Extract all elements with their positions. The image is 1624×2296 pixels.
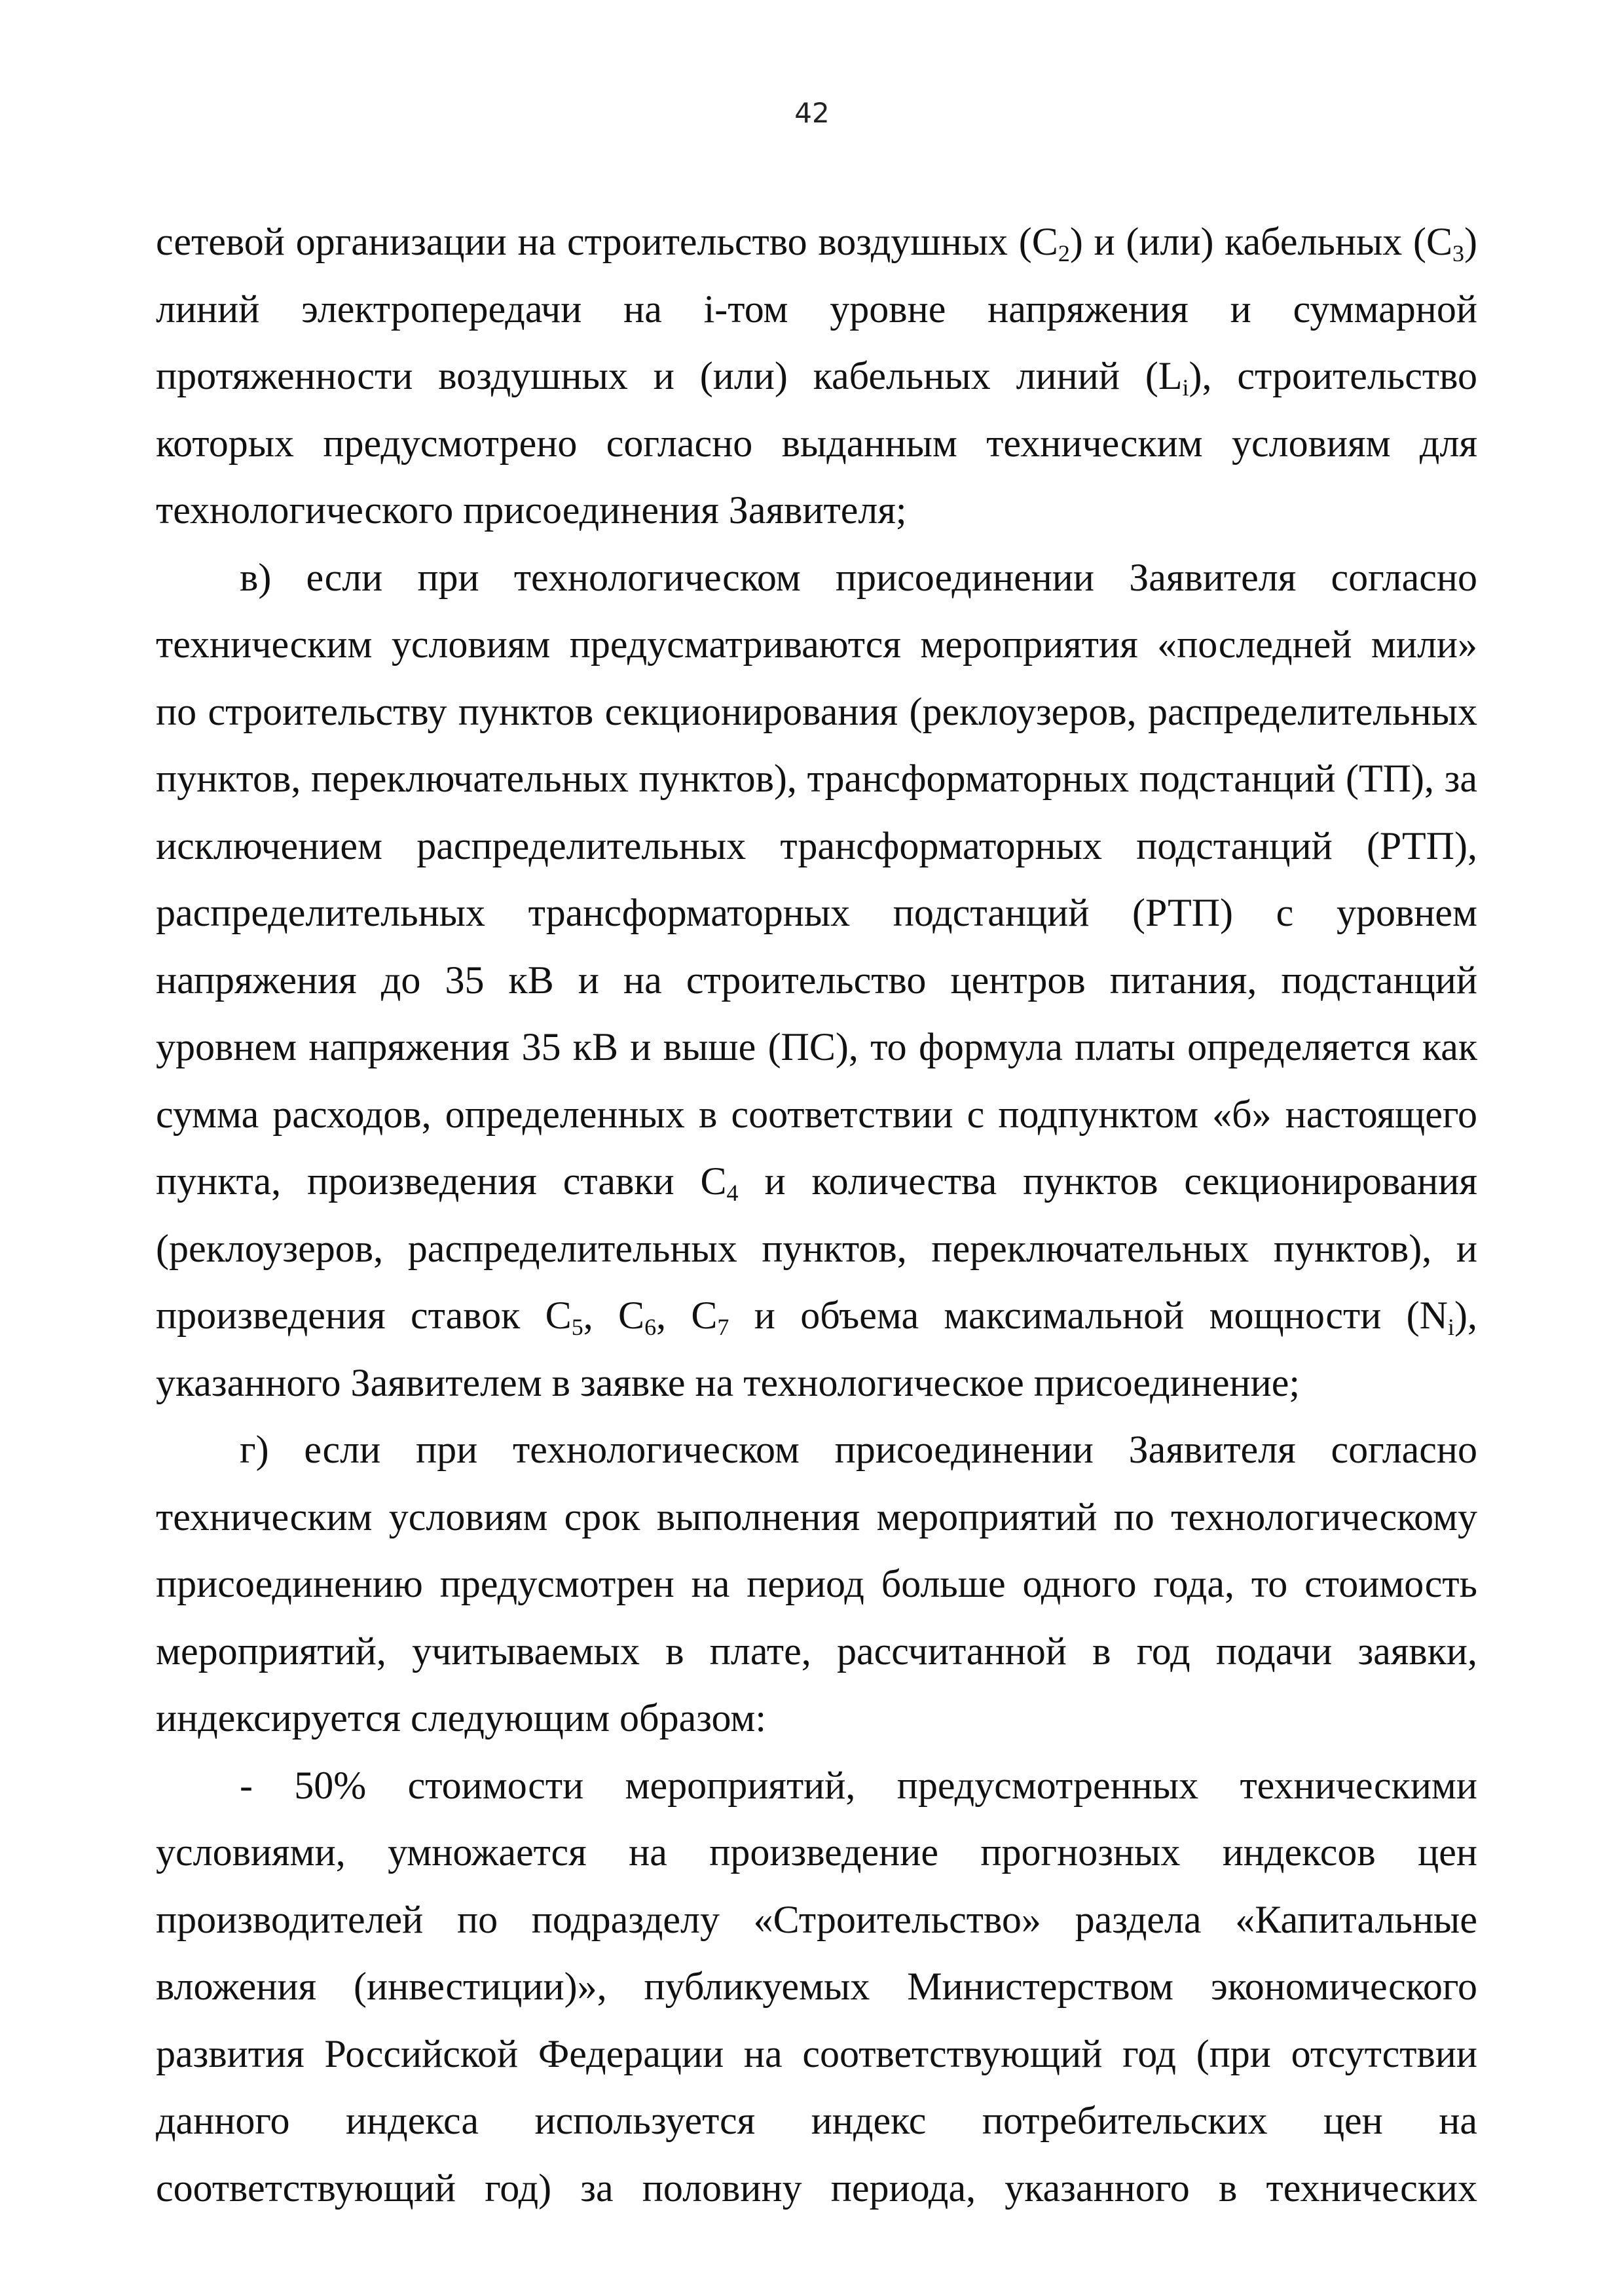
subscript-index: 4 — [726, 1180, 739, 1207]
text-run: и количества пунктов секционирования (реклоузеров, распределительных пунктов, переключательных пунктов), и произведения ставок C — [156, 1159, 1478, 1337]
document-body — [156, 208, 1477, 2221]
text-run: ), строительство которых предусмотрено согласно выданным техническим условиям для технологического присоединения Заявителя; — [156, 354, 1477, 532]
subscript-index: 3 — [1452, 240, 1465, 267]
subscript-index: 6 — [644, 1314, 657, 1341]
subscript-index: i — [1447, 1314, 1454, 1341]
page-number: 42 — [794, 97, 830, 129]
paragraph-bullet-50-percent — [156, 1752, 1477, 2222]
subscript-index: i — [1182, 374, 1189, 401]
text-run: и объема максимальной мощности (N — [729, 1294, 1448, 1337]
text-run: ), указанного Заявителем в заявке на технологическое присоединение; — [156, 1294, 1477, 1404]
text-run: г) если при технологическом присоединении Заявителя согласно техническим условиям срок выполнения мероприятий по технологическому присоединению предусмотрен на период больше одного года, то стоимость мероприятий, учитываемых в плате, рассчитанной в год подачи заявки, индексируется следующим образом: — [156, 1428, 1477, 1740]
paragraph-continuation — [156, 208, 1477, 544]
text-run: в) если при технологическом присоединении Заявителя согласно техническим условиям предусматриваются мероприятия «последней мили» по строительству пунктов секционирования (реклоузеров, распределительных пунктов, переключательных пунктов), трансформаторных подстанций (ТП), за исключением распределительных трансформаторных подстанций (РТП), распределительных трансформаторных подстанций (РТП) с уровнем напряжения до 35 кВ и на строительство центров питания, подстанций уровнем напряжения 35 кВ и выше (ПС), то формула платы определяется как сумма расходов, определенных в соответствии с подпунктом «б» настоящего пункта, произведения ставки C — [156, 555, 1477, 1203]
subscript-index: 7 — [717, 1314, 729, 1341]
text-run: - 50% стоимости мероприятий, предусмотренных техническими условиями, умножается на произведение прогнозных индексов цен производителей по подразделу «Строительство» раздела «Капитальные вложения (инвестиции)», публикуемых Министерством экономического развития Российской Федерации на соответствующий год (при отсутствии данного индекса используется индекс потребительских цен на соответствующий год) за половину периода, указанного в технических — [156, 1763, 1477, 2210]
text-run: сетевой организации на строительство воздушных (C — [156, 220, 1058, 263]
text-run: , C — [656, 1294, 718, 1337]
text-run: ) линий электропередачи на i-том уровне напряжения и суммарной протяженности воздушных и (или) кабельных линий (L — [156, 220, 1477, 397]
paragraph-item-v — [156, 544, 1477, 1417]
paragraph-item-g — [156, 1416, 1477, 1752]
subscript-index: 5 — [571, 1314, 583, 1341]
text-run: , C — [583, 1294, 645, 1337]
text-run: ) и (или) кабельных (C — [1069, 220, 1453, 263]
subscript-index: 2 — [1058, 240, 1070, 267]
